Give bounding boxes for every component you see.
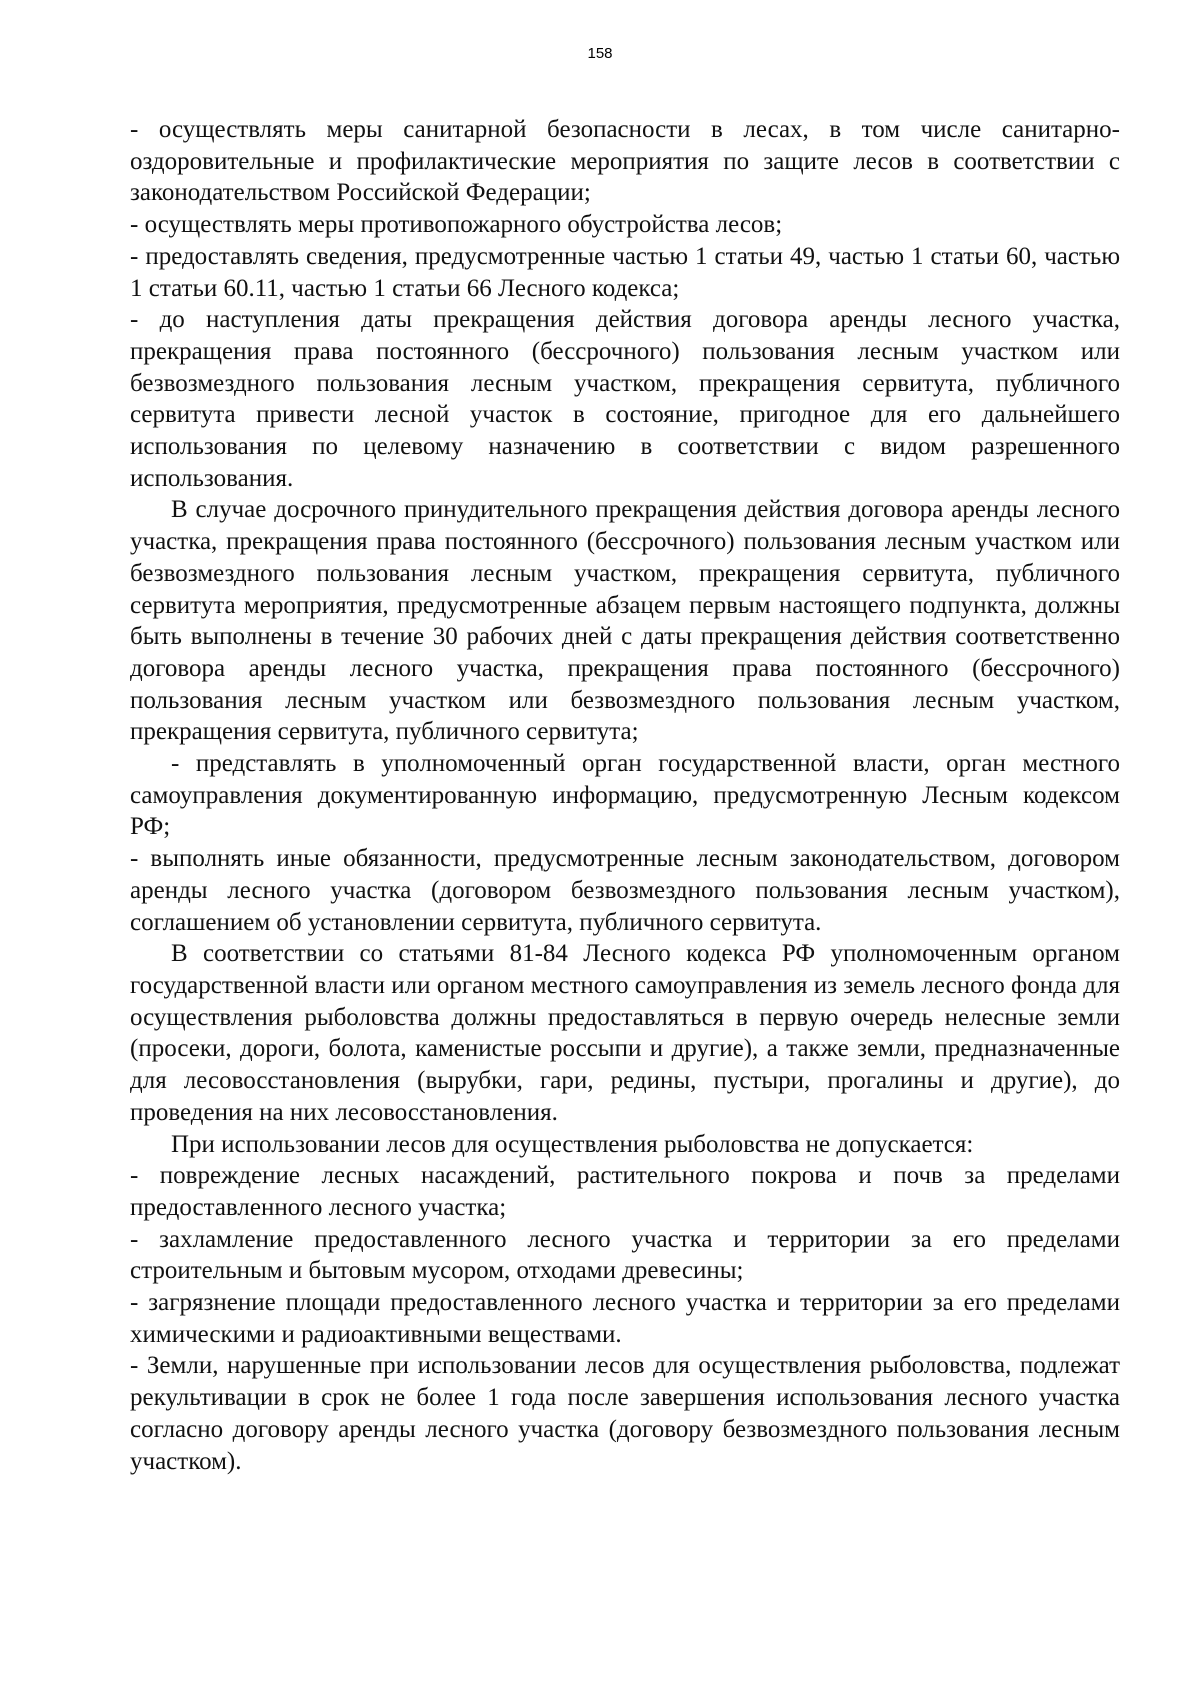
paragraph-restore-plot: - до наступления даты прекращения действия договора аренды лесного участка, прекращения права постоянного (бессрочного) пользования лесным участком или безвозмездного пользования лесным участком, прекращения сервитута, публичного сервитута привести лесной участок в состояние, пригодное для его дальнейшего использования по целевому назначению в соответствии с видом разрешенного использования. bbox=[130, 306, 1120, 492]
paragraph-prohibition-damage: - повреждение лесных насаждений, растительного покрова и почв за пределами предоставленного лесного участка; bbox=[130, 1162, 1120, 1221]
paragraph-other-duties: - выполнять иные обязанности, предусмотренные лесным законодательством, договором аренды лесного участка (договором безвозмездного пользования лесным участком), соглашением об установлении сервитута, публичного сервитута. bbox=[130, 845, 1120, 936]
page-number: 158 bbox=[587, 45, 613, 62]
paragraph-provide-information: - предоставлять сведения, предусмотренные частью 1 статьи 49, частью 1 статьи 60, частью 1 статьи 60.11, частью 1 статьи 66 Лесного кодекса; bbox=[130, 242, 1120, 302]
paragraph-prohibition-littering: - захламление предоставленного лесного участка и территории за его пределами строительным и бытовым мусором, отходами древесины; bbox=[130, 1225, 1120, 1285]
paragraph-early-termination: В случае досрочного принудительного прекращения действия договора аренды лесного участка, прекращения права постоянного (бессрочного) пользования лесным участком или безвозмездного пользования лесным участком, прекращения сервитута, публичного сервитута мероприятия, предусмотренные абзацем первым настоящего подпункта, должны быть выполнены в течение 30 рабочих дней с даты прекращения действия соответственно договора аренды лесного участка, прекращения права постоянного (бессрочного) пользования лесным участком или безвозмездного пользования лесным участком, прекращения сервитута, публичного сервитута; bbox=[130, 496, 1120, 746]
body-text bbox=[130, 114, 1120, 1477]
paragraph-recultivation: - Земли, нарушенные при использовании лесов для осуществления рыболовства, подлежат рекультивации в срок не более 1 года после завершения использования лесного участка согласно договору аренды лесного участка (договору безвозмездного пользования лесным участком). bbox=[130, 1352, 1120, 1475]
paragraph-land-allocation: В соответствии со статьями 81-84 Лесного кодекса РФ уполномоченным органом государственной власти или органом местного самоуправления из земель лесного фонда для осуществления рыболовства должны предоставляться в первую очередь нелесные земли (просеки, дороги, болота, каменистые россыпи и другие), а также земли, предназначенные для лесовосстановления (вырубки, гари, редины, пустыри, прогалины и другие), до проведения на них лесовосстановления. bbox=[130, 940, 1120, 1126]
paragraph-submit-information: - представлять в уполномоченный орган государственной власти, орган местного самоуправления документированную информацию, предусмотренную Лесным кодексом РФ; bbox=[130, 750, 1120, 841]
paragraph-prohibitions-intro: При использовании лесов для осуществления рыболовства не допускается: bbox=[171, 1130, 974, 1158]
paragraph-prohibition-pollution: - загрязнение площади предоставленного лесного участка и территории за его пределами химическими и радиоактивными веществами. bbox=[130, 1289, 1120, 1348]
paragraph-sanitary-measures: - осуществлять меры санитарной безопасности в лесах, в том числе санитарно-оздоровительные и профилактические мероприятия по защите лесов в соответствии с законодательством Российской Федерации; bbox=[130, 116, 1120, 207]
paragraph-fire-prevention: - осуществлять меры противопожарного обустройства лесов; bbox=[130, 211, 783, 239]
